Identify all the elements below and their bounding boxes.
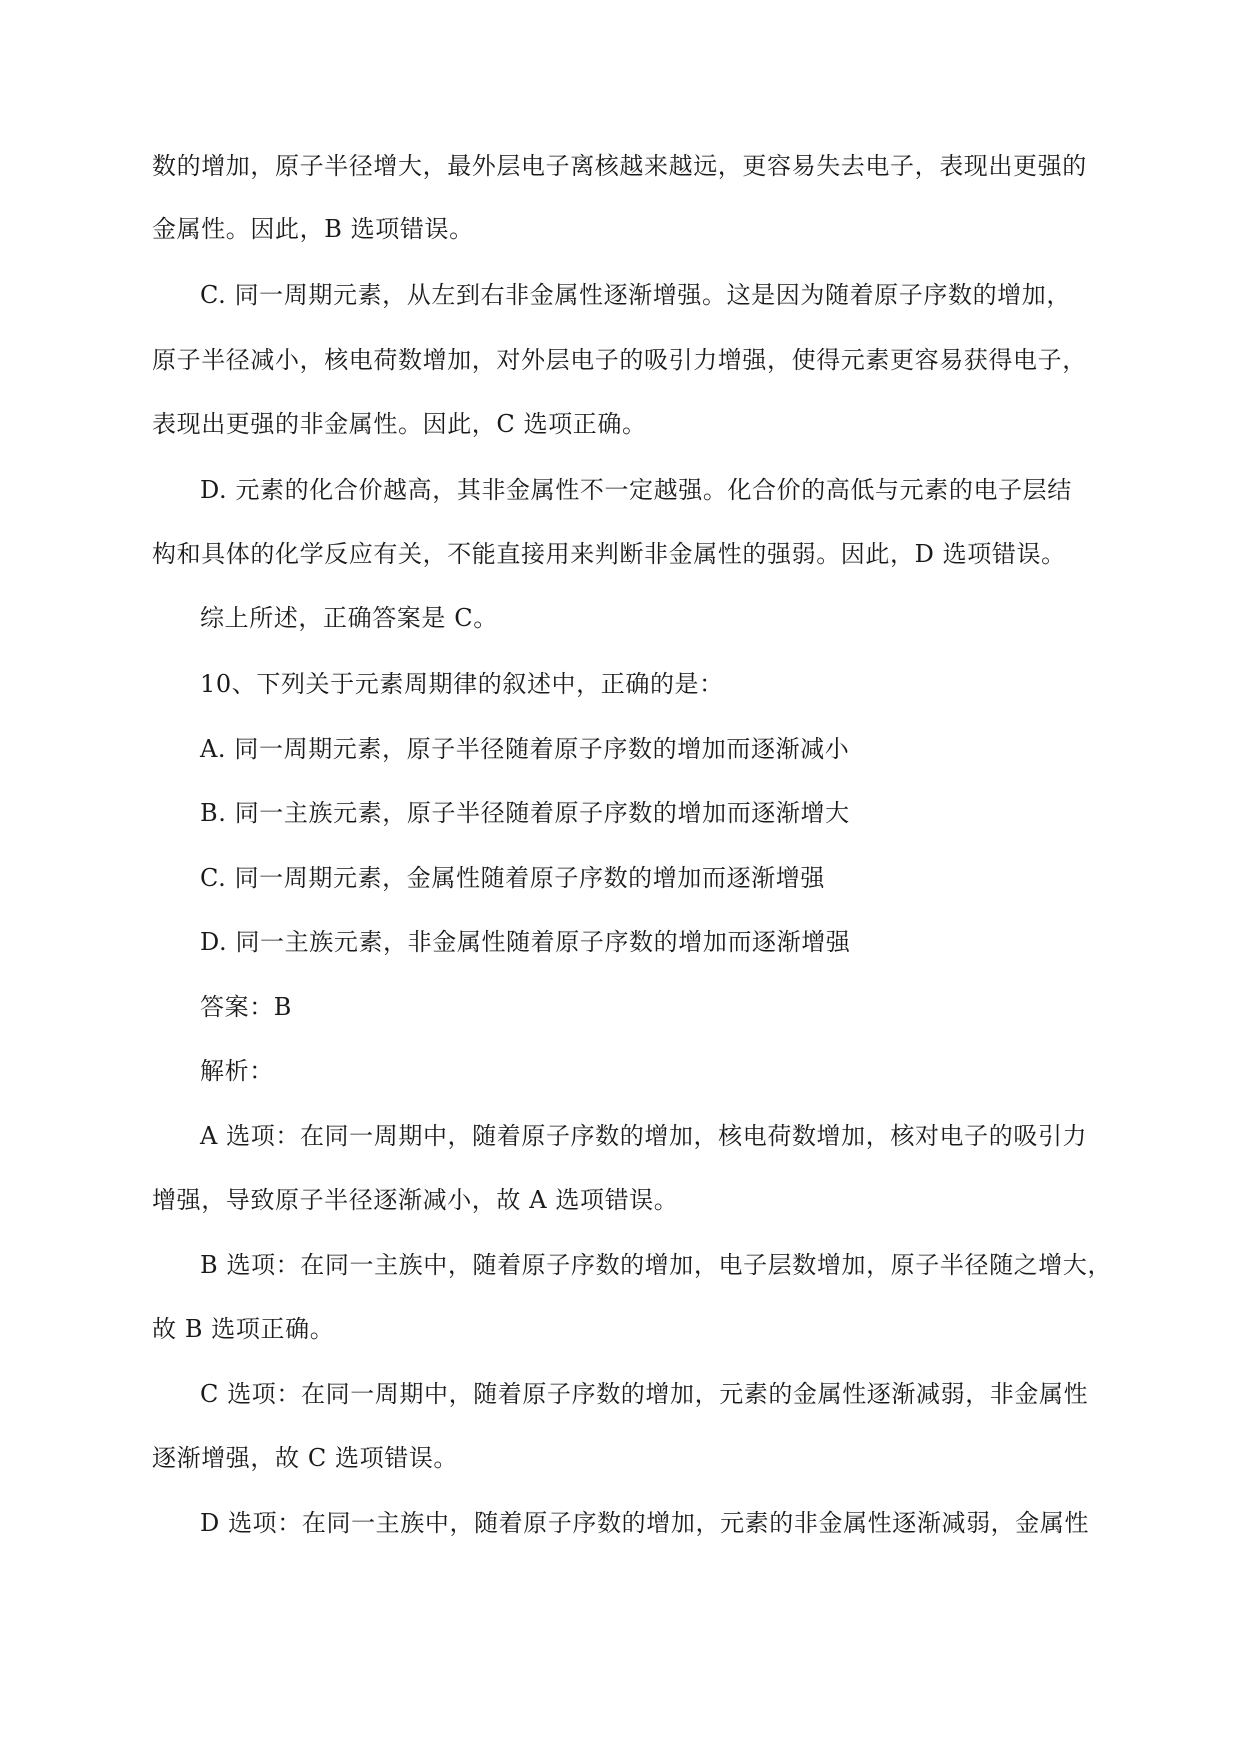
text-line: 表现出更强的非金属性。因此，C 选项正确。 [152,410,647,438]
text-line: 逐渐增强，故 C 选项错误。 [152,1444,459,1472]
answer-line: 答案：B [200,993,293,1021]
text-line: A 选项：在同一周期中，随着原子序数的增加，核电荷数增加，核对电子的吸引力 [200,1122,1088,1150]
question-title: 10、下列关于元素周期律的叙述中，正确的是： [200,670,724,698]
text-line: B 选项：在同一主族中，随着原子序数的增加，电子层数增加，原子半径随之增大， [200,1251,1113,1279]
text-line: 数的增加，原子半径增大，最外层电子离核越来越远，更容易失去电子，表现出更强的 [152,152,1087,180]
text-line: D. 元素的化合价越高，其非金属性不一定越强。化合价的高低与元素的电子层结 [200,476,1072,504]
option-d: D. 同一主族元素，非金属性随着原子序数的增加而逐渐增强 [200,928,851,956]
text-line: 原子半径减小，核电荷数增加，对外层电子的吸引力增强，使得元素更容易获得电子， [152,346,1087,374]
text-line: C 选项：在同一周期中，随着原子序数的增加，元素的金属性逐渐减弱，非金属性 [200,1380,1089,1408]
option-b: B. 同一主族元素，原子半径随着原子序数的增加而逐渐增大 [200,799,850,827]
text-line: D 选项：在同一主族中，随着原子序数的增加，元素的非金属性逐渐减弱，金属性 [200,1509,1090,1537]
text-line: 金属性。因此，B 选项错误。 [152,215,474,243]
text-line: 故 B 选项正确。 [152,1315,335,1343]
text-line: C. 同一周期元素，从左到右非金属性逐渐增强。这是因为随着原子序数的增加， [200,281,1071,309]
option-c: C. 同一周期元素，金属性随着原子序数的增加而逐渐增强 [200,864,825,892]
text-line: 构和具体的化学反应有关，不能直接用来判断非金属性的强弱。因此，D 选项错误。 [152,540,1066,568]
analysis-heading: 解析： [200,1057,274,1085]
text-line: 增强，导致原子半径逐渐减小，故 A 选项错误。 [152,1186,679,1214]
text-line: 综上所述，正确答案是 C。 [200,604,498,632]
option-a: A. 同一周期元素，原子半径随着原子序数的增加而逐渐减小 [200,735,850,763]
